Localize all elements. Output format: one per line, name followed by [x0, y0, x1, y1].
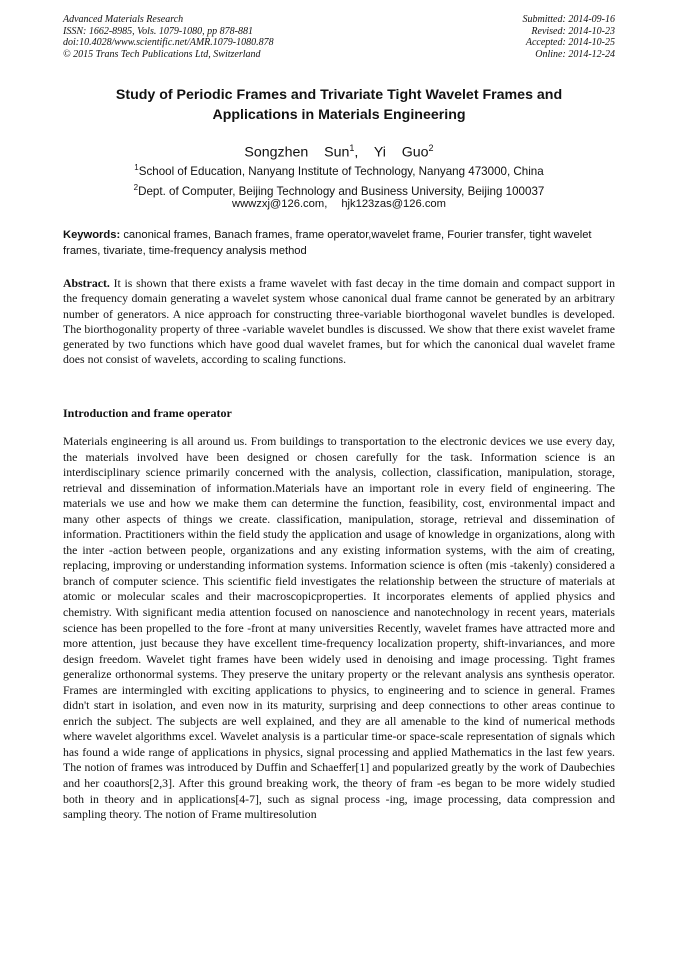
journal-copyright: © 2015 Trans Tech Publications Ltd, Switzerland — [63, 48, 261, 60]
journal-name: Advanced Materials Research — [63, 14, 184, 25]
date-online: Online: 2014-12-24 — [535, 48, 615, 60]
keywords-label: Keywords: — [63, 229, 121, 241]
author-1-first-name: Songzhen — [244, 144, 309, 161]
date-accepted: Accepted: 2014-10-25 — [525, 37, 615, 49]
affiliation-2-text: Dept. of Computer, Beijing Technology and Business University, Beijing 100037 — [138, 184, 545, 198]
affiliation-2-mark: 2 — [133, 183, 139, 192]
author-1-affiliation-mark: 1 — [349, 143, 355, 153]
affiliation-1-mark: 1 — [134, 163, 139, 172]
email-1: wwwzxj@126.com, — [232, 198, 328, 210]
date-submitted: Submitted: 2014-09-16 — [522, 14, 615, 25]
author-2-first-name: Yi — [373, 144, 386, 161]
abstract-block — [63, 276, 615, 368]
email-2: hjk123zas@126.com — [341, 198, 446, 210]
section-heading: Introduction and frame operator — [63, 406, 232, 420]
section-body-text: Materials engineering is all around us. From buildings to transportation to the electronic devices we use every day, the materials involved have been designed or chosen carefully for the task. Information science is an interdisciplinary science primarily concerned with the analysis, collection, classification, manipulation, storage, retrieval and dissemination of information.Materials have an important role in every field of engineering. The materials we use and how we make them can determine the function, feasibility, cost, environmental impact and many other aspects of things we create. classification, manipulation, storage, retrieval and dissemination of information. Practitioners within the field study the application and usage of knowledge in organizations, along with the inter -action between people, organizations and any existing information systems, with the aim of creating, replacing, improving or understanding information systems. Information science is often (mis -takenly) considered a branch of computer science. This scientific field investigates the relationship between the structure of materials at atomic or molecular scales and their macroscopicproperties. It incorporates elements of applied physics and chemistry. With significant media attention focused on nanoscience and nanotechnology in recent years, materials science has been propelled to the fore -front at many universities Recently, wavelet frames have attracted more and more attention, just because they have excellent time-frequency localization property, shift-invariances, and more design freedom. Wavelet tight frames have been widely used in denoising and image processing. Tight frames generalize orthonormal systems. They preserve the unitary property or the relevant analysis ans synthesis operator. Frames are intermingled with exciting applications to physics, to engineering and to science in general. Frames didn't start in isolation, and even now in its maturity, surprising and deep connections to other areas continue to enrich the subject. The subjects are well explained, and they are all amenable to the kind of numerical methods where wavelet algorithms excel. Wavelet analysis is a particular time-or space-scale representation of signals which has found a wide range of applications in physics, signal processing and applied Mathematics in the last few years. The notion of frames was introduced by Duffin and Schaeffer[1] and popularized greatly by the work of Daubechies and her coauthors[2,3]. After this ground breaking work, the theory of fram -es began to be more widely studied both in theory and in applications[4-7], such as signal process -ing, image processing, data compression and sampling theory. The notion of Frame multiresolution — [63, 434, 615, 822]
author-2-last-name: Guo — [401, 144, 429, 161]
journal-header-left — [63, 14, 274, 60]
keywords-block — [63, 228, 615, 259]
journal-issn: ISSN: 1662-8985, Vols. 1079-1080, pp 878-881 — [63, 25, 253, 37]
journal-doi: doi:10.4028/www.scientific.net/AMR.1079-1080.878 — [63, 37, 274, 49]
title-line-2: Applications in Materials Engineering — [212, 107, 466, 123]
author-separator: , — [354, 144, 359, 161]
affiliation-1-text: School of Education, Nanyang Institute of Technology, Nanyang 473000, China — [138, 164, 544, 178]
author-line — [0, 139, 678, 162]
title-line-1: Study of Periodic Frames and Trivariate Tight Wavelet Frames and — [115, 87, 563, 103]
paper-title — [40, 85, 638, 125]
abstract-label: Abstract. — [63, 276, 110, 290]
journal-header-right — [523, 14, 616, 60]
author-emails — [0, 197, 678, 211]
author-1-last-name: Sun — [324, 144, 350, 161]
author-2-affiliation-mark: 2 — [428, 143, 434, 153]
abstract-text: It is shown that there exists a frame wavelet with fast decay in the time domain and compact support in the frequency domain generating a wavelet system whose canonical dual frame cannot be generated by an arbitrary number of generators. A nice approach for constructing three-variable biorthogonal wavelet bundles is developed. The biorthogonality property of three -variable wavelet bundles is discussed. We show that there exist wavelet frame generated by two functions which have good dual wavelet frames, but for which the canonical dual wavelet frame does not consist of wavelets, according to scaling functions. — [63, 276, 615, 367]
keywords-text: canonical frames, Banach frames, frame operator,wavelet frame, Fourier transfer, tight wavelet frames, tivariate, time-frequency analysis method — [63, 229, 592, 257]
date-revised: Revised: 2014-10-23 — [531, 25, 615, 37]
affiliation-1 — [0, 160, 678, 179]
